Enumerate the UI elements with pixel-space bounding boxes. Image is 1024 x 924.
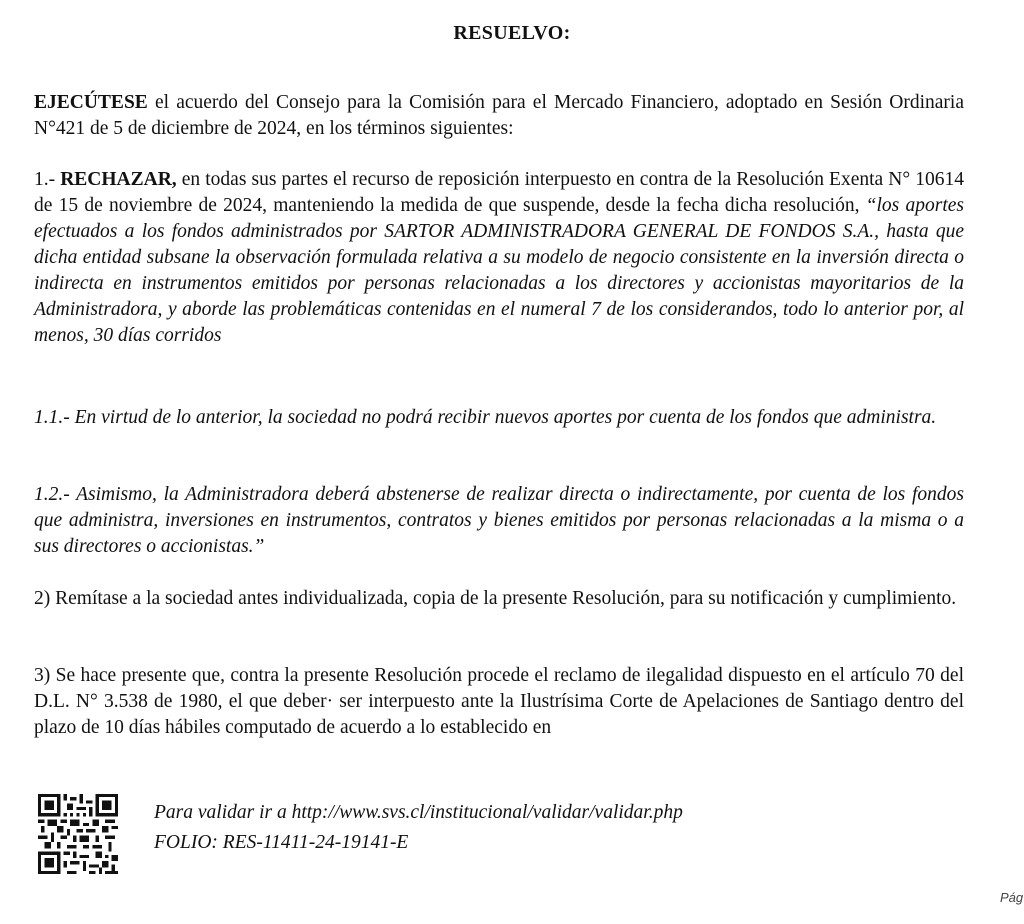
ejecutese-text: el acuerdo del Consejo para la Comisión para el Mercado Financiero, adoptado en Sesión Ordinaria N°421 de 5 de diciembre de 2024, en los términos siguientes: <box>34 92 964 139</box>
item-1-1-paragraph <box>34 405 964 431</box>
resolution-heading: RESUELVO: <box>453 22 571 44</box>
item-1-paragraph <box>34 167 964 349</box>
folio-number: FOLIO: RES-11411-24-19141-E <box>154 832 409 853</box>
ejecutese-paragraph <box>34 90 964 142</box>
page-number-label: Pág <box>1000 890 1024 905</box>
item-1-lead: RECHAZAR, <box>60 169 177 190</box>
item-1-number: 1.- <box>34 169 61 190</box>
item-1-text: en todas sus partes el recurso de reposición interpuesto en contra de la Resolución Exenta N° 10614 de 15 de noviembre de 2024, manteniendo la medida de que suspende, desde la fecha dicha resolución, <box>34 169 964 216</box>
ejecutese-lead: EJECÚTESE <box>34 92 148 113</box>
item-1-2-text: 1.2.- Asimismo, la Administradora deberá abstenerse de realizar directa o indirectamente, por cuenta de los fondos que administra, inversiones en instrumentos, contratos y bienes emitidos por personas relacionadas a la misma o a sus directores o accionistas.” <box>34 484 964 557</box>
validation-url: Para validar ir a http://www.svs.cl/institucional/validar/validar.php <box>154 802 683 823</box>
item-1-1-text: 1.1.- En virtud de lo anterior, la sociedad no podrá recibir nuevos aportes por cuenta de los fondos que administra. <box>34 407 937 428</box>
item-2-paragraph: 2) Remítase a la sociedad antes individualizada, copia de la presente Resolución, para su notificación y cumplimiento. <box>34 588 957 609</box>
item-1-quote: “los aportes efectuados a los fondos administrados por SARTOR ADMINISTRADORA GENERAL DE FONDOS S.A., hasta que dicha entidad subsane la observación formulada relativa a su modelo de negocio consistente en la inversión directa o indirecta en instrumentos emitidos por personas relacionadas a los directores y accionistas mayoritarios de la Administradora, y aborde las problemáticas contenidas en el numeral 7 de los considerandos, todo lo anterior por, al menos, 30 días corridos <box>34 195 964 346</box>
qr-code-icon <box>38 794 118 874</box>
item-3-paragraph: 3) Se hace presente que, contra la presente Resolución procede el reclamo de ilegalidad dispuesto en el artículo 70 del D.L. N° 3.538 de 1980, el que deber· ser interpuesto ante la Ilustrísima Corte de Apelaciones de Santiago dentro del plazo de 10 días hábiles computado de acuerdo a lo establecido en <box>34 665 964 738</box>
item-1-2-paragraph <box>34 482 964 560</box>
